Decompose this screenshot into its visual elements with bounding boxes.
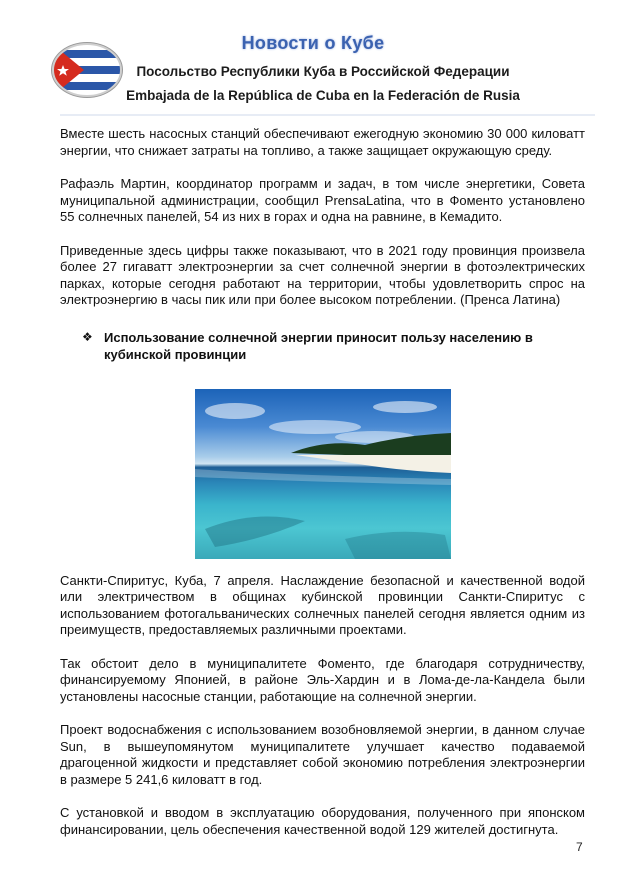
newsletter-title: Новости о Кубе	[241, 33, 385, 53]
paragraph: Рафаэль Мартин, координатор программ и задач, в том числе энергетики, Совета муниципальной администрации, сообщил PrensaLatina, что в Фоменто установлено 55 солнечных панелей, 54 из них в горах и одна на равнине, в Кемадито.	[60, 176, 585, 224]
header-divider	[60, 114, 595, 116]
beach-scene-icon	[195, 389, 451, 559]
embassy-name-es: Embajada de la República de Cuba en la Federación de Rusia	[126, 88, 520, 103]
embassy-name-ru: Посольство Республики Куба в Российской Федерации	[136, 64, 510, 79]
section-heading-text: Использование солнечной энергии приносит пользу населению в кубинской провинции	[104, 329, 533, 362]
paragraph: С установкой и вводом в эксплуатацию оборудования, полученного при японском финансировании, цель обеспечения качественной водой 129 жителей достигнута.	[60, 805, 585, 837]
paragraph: Вместе шесть насосных станций обеспечивают ежегодную экономию 30 000 киловатт энергии, что снижает затраты на топливо, а также защищает окружающую среду.	[60, 126, 585, 158]
beach-photo	[195, 389, 451, 559]
section-heading	[82, 329, 585, 363]
page-number: 7	[576, 840, 583, 854]
diamond-bullet-icon: ❖	[82, 329, 93, 344]
article-body	[60, 126, 585, 838]
paragraph: Проект водоснабжения с использованием возобновляемой энергии, в данном случае Sun, в вышеупомянутом муниципалитете улучшает качество подаваемой драгоценной жидкости и представляет собой экономию потребления электроэнергии в размере 5 241,6 киловатт в год.	[60, 722, 585, 787]
lead-text: Наслаждение безопасной и качественной водой или электричеством в общинах кубинской провинции Санкти-Спиритус с использованием фотогальванических солнечных панелей сегодня является одним из преимуществ, предоставляемых различными проектами.	[60, 572, 585, 637]
lead-paragraph	[60, 573, 585, 639]
paragraph: Приведенные здесь цифры также показывают, что в 2021 году провинция произвела более 27 гигаватт электроэнергии за счет солнечной энергии в фотоэлектрических парках, которые сегодня работают на территории, чтобы удовлетворить спрос на электроэнергию в часы пик или при более высоком потреблении. (Пренса Латина)	[60, 242, 585, 307]
paragraph: Так обстоит дело в муниципалитете Фоменто, где благодаря сотрудничеству, финансируемому Японией, в районе Эль-Хардин и в Лома-де-ла-Кандела были установлены насосные станции, работающие на солнечной энергии.	[60, 655, 585, 704]
dateline: Санкти-Спиритус, Куба, 7 апреля.	[60, 572, 274, 588]
